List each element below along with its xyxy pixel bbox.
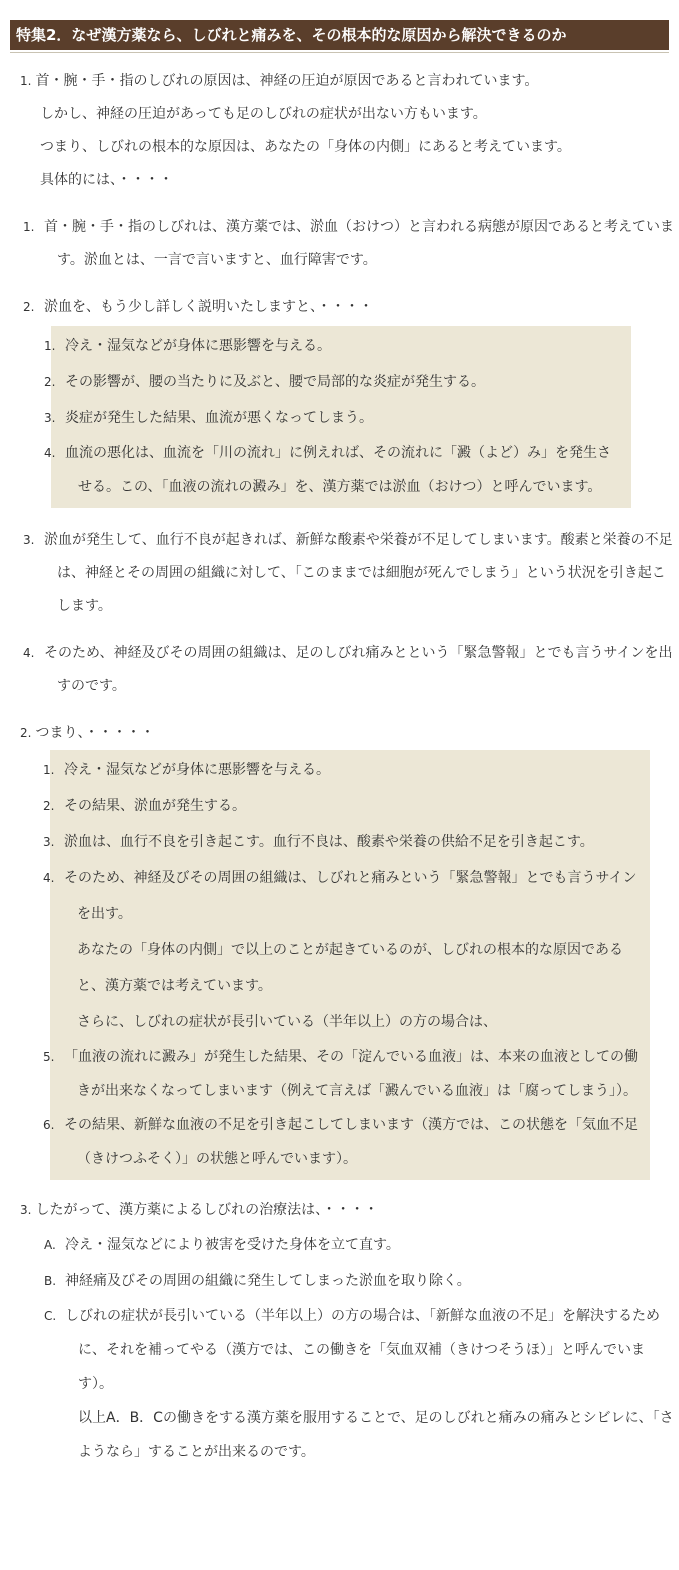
box-item-text: 淤血は、血行不良を引き起こす。血行不良は、酸素や栄養の供給不足を引き起こす。	[64, 834, 594, 850]
box-item-text: その結果、淤血が発生する。	[64, 798, 246, 814]
list-item-text: 首・腕・手・指のしびれは、漢方薬では、淤血（おけつ）と言われる病態が原因であると考えています。淤血とは、一言で言いますと、血行障害です。	[44, 219, 674, 268]
box-item: 1. 冷え・湿気などが身体に悪影響を与える。	[43, 762, 330, 778]
list-item-text: 淤血を、もう少し詳しく説明いたしますと、・・・・	[44, 299, 373, 315]
box-item: 2. その結果、淤血が発生する。	[43, 798, 246, 814]
box-item: 3. 炎症が発生した結果、血流が悪くなってしまう。	[44, 410, 373, 426]
list-number: 2.	[20, 726, 32, 740]
section-1-sublist-cont	[23, 524, 679, 703]
list-number: 1.	[20, 74, 32, 88]
section-1-line-3: つまり、しびれの根本的な原因は、あなたの「身体の内側」にあると考えています。	[40, 139, 571, 155]
section-1-line-1	[20, 65, 679, 98]
box-item-text: 血流の悪化は、血流を「川の流れ」に例えれば、その流れに「澱（よど）み」を発生させる。この、「血液の流れの澱み」を、漢方薬では淤血（おけつ）と呼んでいます。	[65, 445, 611, 495]
box-item-text: 炎症が発生した結果、血流が悪くなってしまう。	[65, 410, 373, 426]
box-item: 3. 淤血は、血行不良を引き起こす。血行不良は、酸素や栄養の供給不足を引き起こす。	[43, 834, 594, 850]
section-heading: 特集2．なぜ漢方薬なら、しびれと痛みを、その根本的な原因から解決できるのか	[10, 20, 669, 50]
treatment-item: A. 冷え・湿気などにより被害を受けた身体を立て直す。	[44, 1237, 400, 1253]
section-1	[20, 65, 679, 703]
list-item: 2. 淤血を、もう少し詳しく説明いたしますと、・・・・	[23, 299, 373, 315]
list-item: 4. そのため、神経及びその周囲の組織は、足のしびれ痛みとという「緊急警報」とでも言うサインを出すのです。	[23, 645, 673, 694]
list-number: 3.	[20, 1203, 32, 1217]
heading-divider	[10, 52, 669, 53]
section-1-line-4: 具体的には、・・・・	[40, 172, 173, 188]
box-item: 4. そのため、神経及びその周囲の組織は、しびれと痛みという「緊急警報」とでも言うサインを出す。 あなたの「身体の内側」で以上のことが起きているのが、しびれの根本的な原因であると、漢方薬では考えています。 さらに、しびれの症状が長引いている（半年以上）の方の場合は、	[60, 860, 638, 1040]
section-3-title	[20, 1194, 679, 1227]
section-title-text: したがって、漢方薬によるしびれの治療法は、・・・・	[35, 1202, 379, 1218]
treatment-item-text: 神経痛及びその周囲の組織に発生してしまった淤血を取り除く。	[65, 1273, 471, 1289]
box-item-extra-2: さらに、しびれの症状が長引いている（半年以上）の方の場合は、	[77, 1014, 497, 1030]
box-item: 2. その影響が、腰の当たりに及ぶと、腰で局部的な炎症が発生する。	[44, 374, 485, 390]
box-item-text: そのため、神経及びその周囲の組織は、しびれと痛みという「緊急警報」とでも言うサインを出す。	[64, 870, 637, 922]
explanation-box-1	[44, 326, 631, 508]
box-item-text: 冷え・湿気などが身体に悪影響を与える。	[65, 338, 331, 354]
section-2-title	[20, 717, 679, 750]
list-item: 1. 首・腕・手・指のしびれは、漢方薬では、淤血（おけつ）と言われる病態が原因であると考えています。淤血とは、一言で言いますと、血行障害です。	[23, 219, 674, 268]
box-item-text: その結果、新鮮な血液の不足を引き起こしてしまいます（漢方では、この状態を「気血不足（きけつふそく）」の状態と呼んでいます）。	[64, 1117, 638, 1167]
treatment-list	[44, 1227, 679, 1469]
box-item: 4. 血流の悪化は、血流を「川の流れ」に例えれば、その流れに「澱（よど）み」を発生させる。この、「血液の流れの澱み」を、漢方薬では淤血（おけつ）と呼んでいます。	[44, 445, 611, 495]
section-2	[20, 717, 679, 750]
box-item-text: 冷え・湿気などが身体に悪影響を与える。	[64, 762, 330, 778]
box-item: 5. 「血液の流れに澱み」が発生した結果、その「淀んでいる血液」は、本来の血液としての働きが出来なくなってしまいます（例えて言えば「澱んでいる血液」は「腐ってしまう」）。	[43, 1049, 638, 1099]
paragraph-text: 首・腕・手・指のしびれの原因は、神経の圧迫が原因であると言われています。	[35, 73, 539, 89]
treatment-item: B. 神経痛及びその周囲の組織に発生してしまった淤血を取り除く。	[44, 1273, 471, 1289]
treatment-item-text: しびれの症状が長引いている（半年以上）の方の場合は、「新鮮な血液の不足」を解決するために、それを補ってやる（漢方では、この働きを「気血双補（きけつそうほ）」と呼んでいます）。	[65, 1308, 660, 1392]
closing-text: 以上A．B．Cの働きをする漢方薬を服用することで、足のしびれと痛みの痛みとシビレに、「さようなら」することが出来るのです。	[78, 1410, 674, 1460]
list-item-text: そのため、神経及びその周囲の組織は、足のしびれ痛みとという「緊急警報」とでも言うサインを出すのです。	[44, 645, 673, 694]
section-1-sublist	[23, 211, 679, 324]
article	[0, 20, 679, 1469]
box-item-text: 「血液の流れに澱み」が発生した結果、その「淀んでいる血液」は、本来の血液としての働きが出来なくなってしまいます（例えて言えば「澱んでいる血液」は「腐ってしまう」）。	[64, 1049, 638, 1099]
treatment-item-text: 冷え・湿気などにより被害を受けた身体を立て直す。	[65, 1237, 400, 1253]
box-item: 6. その結果、新鮮な血液の不足を引き起こしてしまいます（漢方では、この状態を「気血不足（きけつふそく）」の状態と呼んでいます）。	[43, 1117, 638, 1167]
box-item: 1. 冷え・湿気などが身体に悪影響を与える。	[44, 338, 331, 354]
list-item: 3. 淤血が発生して、血行不良が起きれば、新鮮な酸素や栄養が不足してしまいます。酸素と栄養の不足は、神経とその周囲の組織に対して、「このままでは細胞が死んでしまう」という状況を引き起こします。	[23, 532, 673, 614]
section-title-text: つまり、・・・・・	[35, 725, 155, 741]
treatment-item: C. しびれの症状が長引いている（半年以上）の方の場合は、「新鮮な血液の不足」を解決するために、それを補ってやる（漢方では、この働きを「気血双補（きけつそうほ）」と呼んでいます）。 以上A．B．Cの働きをする漢方薬を服用することで、足のしびれと痛みの痛みとシビレに、「さようなら」することが出来るのです。	[61, 1299, 679, 1469]
section-3	[20, 1194, 679, 1469]
section-1-line-2: しかし、神経の圧迫があっても足のしびれの症状が出ない方もいます。	[40, 106, 487, 122]
summary-box	[43, 750, 650, 1180]
box-item-text: その影響が、腰の当たりに及ぶと、腰で局部的な炎症が発生する。	[65, 374, 485, 390]
list-item-text: 淤血が発生して、血行不良が起きれば、新鮮な酸素や栄養が不足してしまいます。酸素と栄養の不足は、神経とその周囲の組織に対して、「このままでは細胞が死んでしまう」という状況を引き起こします。	[44, 532, 673, 614]
box-item-extra-1: あなたの「身体の内側」で以上のことが起きているのが、しびれの根本的な原因であると、漢方薬では考えています。	[77, 942, 623, 994]
